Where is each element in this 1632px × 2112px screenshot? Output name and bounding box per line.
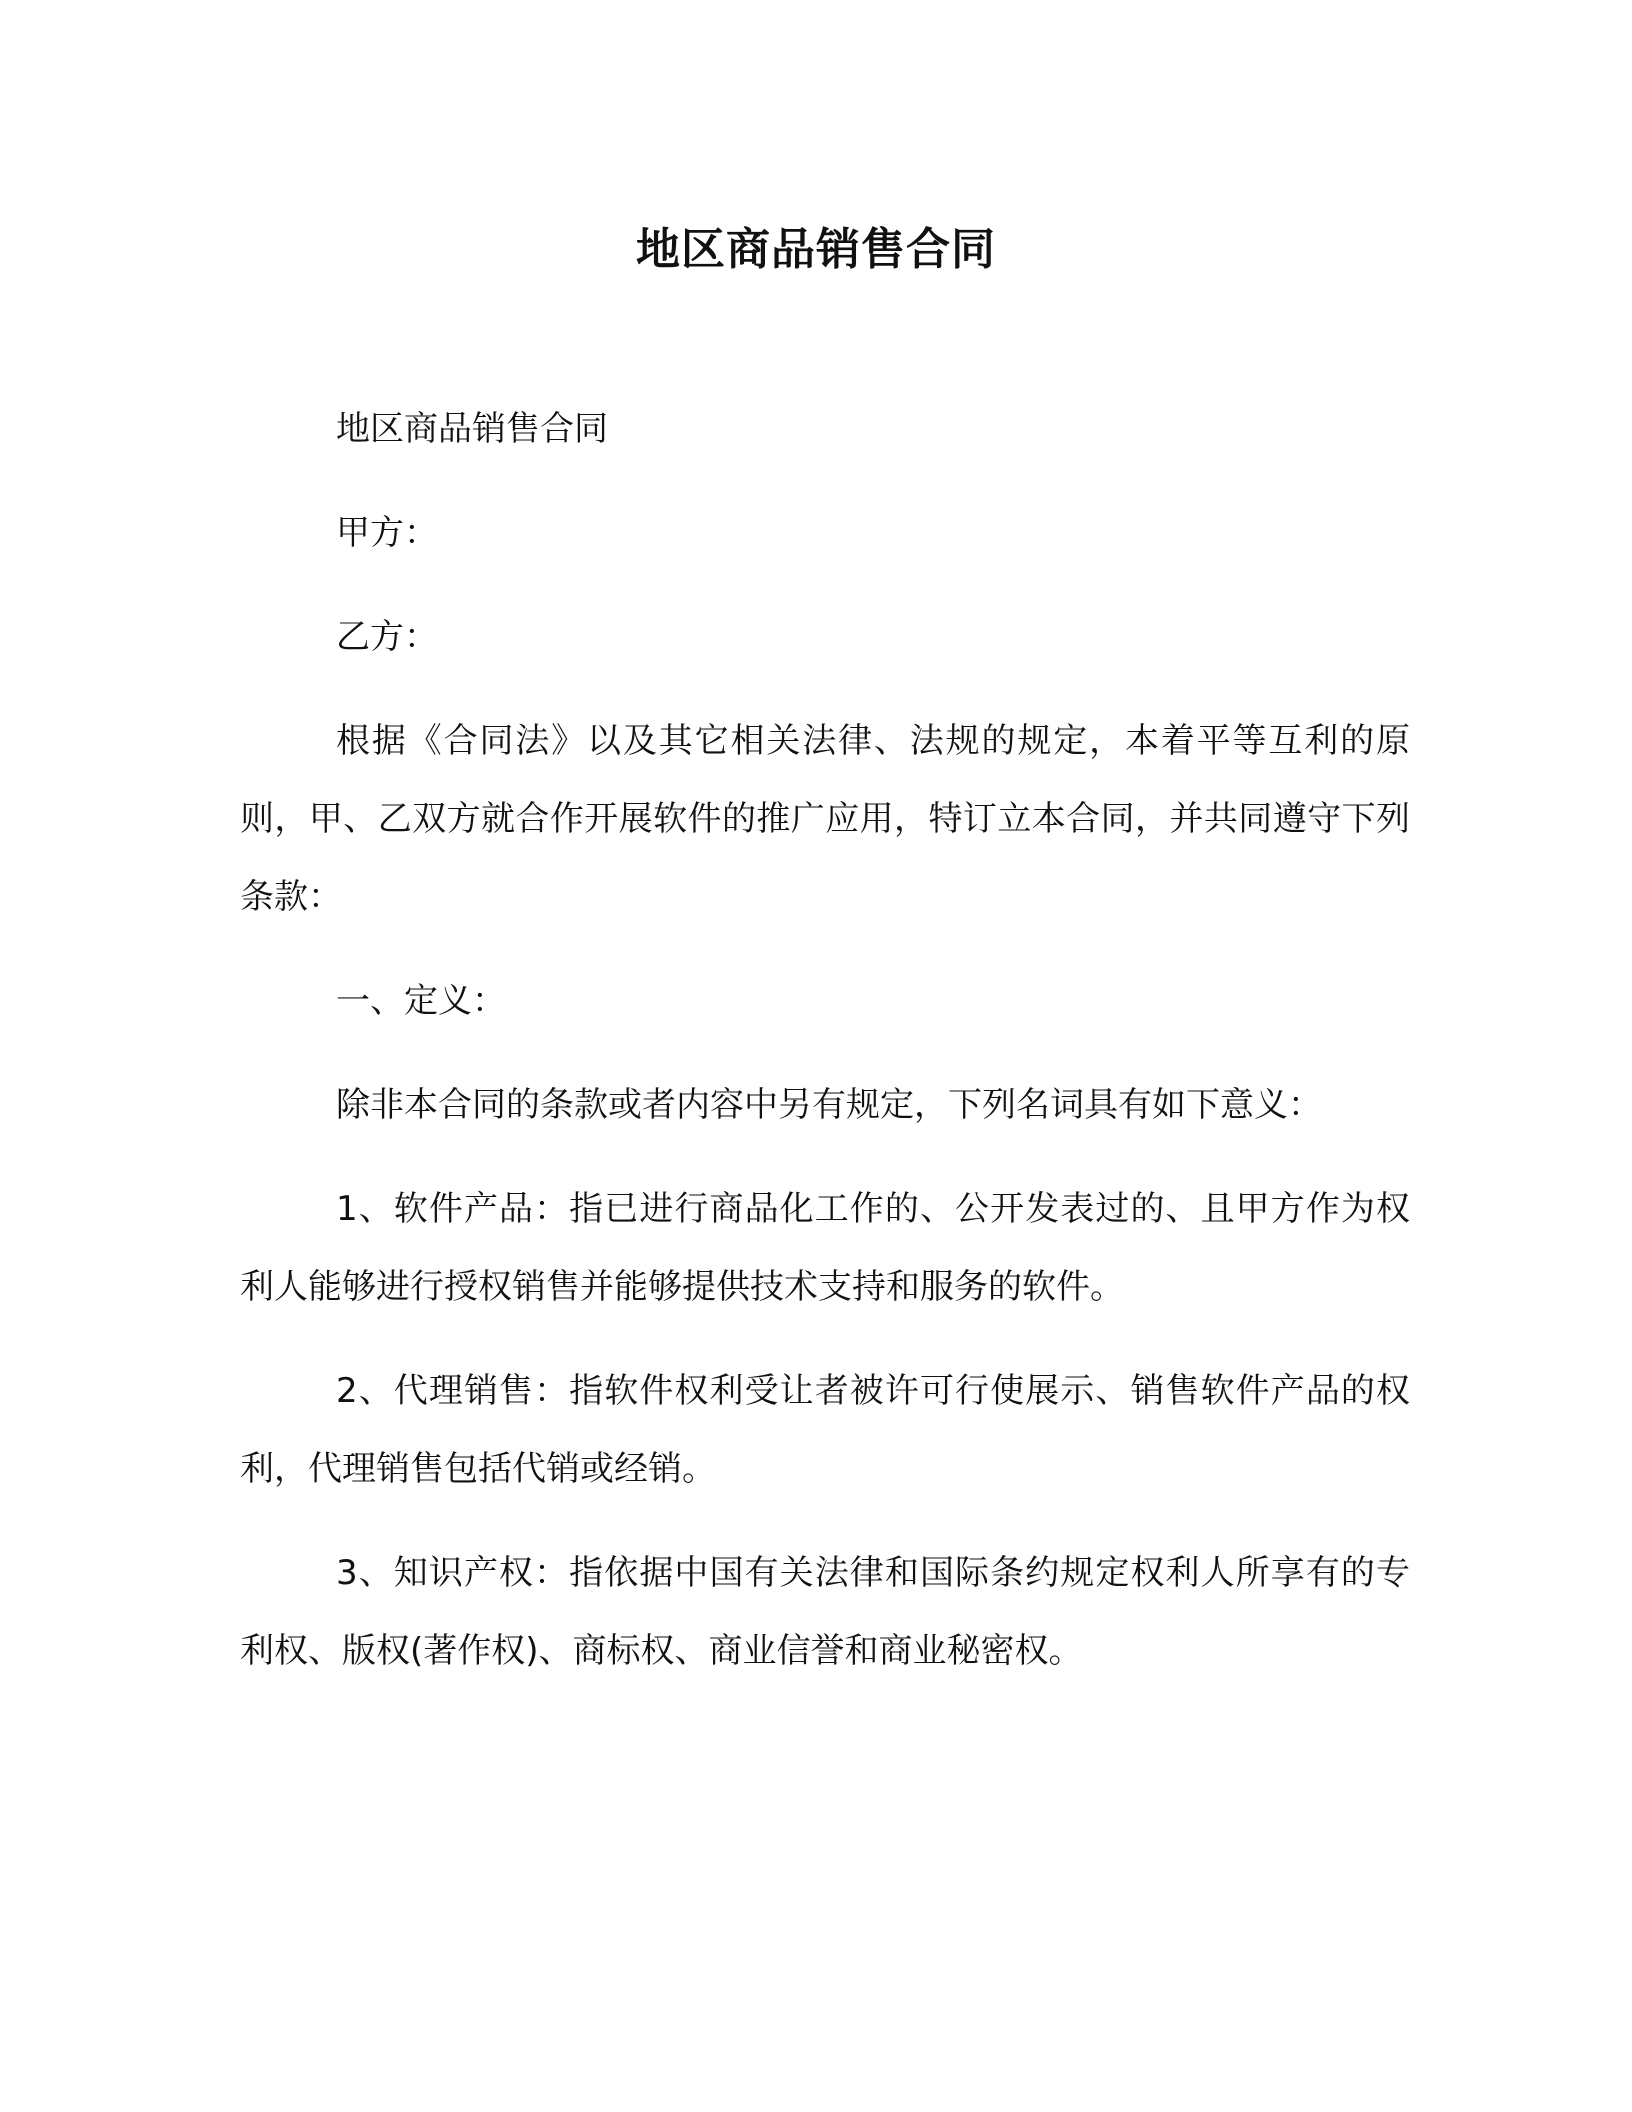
definitions-intro-paragraph: 除非本合同的条款或者内容中另有规定，下列名词具有如下意义： (336, 1085, 1322, 1125)
document-title: 地区商品销售合同 (636, 224, 996, 275)
definition-item-agency-sales: 2、代理销售：指软件权利受让者被许可行使展示、销售软件产品的权利，代理销售包括代销或经销。 (240, 1371, 1410, 1489)
contract-name-line: 地区商品销售合同 (336, 409, 608, 449)
definition-item-software-product: 1、软件产品：指已进行商品化工作的、公开发表过的、且甲方作为权利人能够进行授权销售并能够提供技术支持和服务的软件。 (240, 1189, 1410, 1307)
preamble-paragraph: 根据《合同法》以及其它相关法律、法规的规定，本着平等互利的原则，甲、乙双方就合作开展软件的推广应用，特订立本合同，并共同遵守下列条款： (240, 721, 1410, 917)
party-a-line: 甲方： (336, 513, 438, 553)
section-heading-definitions: 一、定义： (336, 981, 506, 1021)
party-b-line: 乙方： (336, 617, 438, 657)
document-body (240, 390, 1410, 1716)
definition-item-intellectual-property: 3、知识产权：指依据中国有关法律和国际条约规定权利人所享有的专利权、版权(著作权)、商标权、商业信誉和商业秘密权。 (240, 1553, 1410, 1671)
